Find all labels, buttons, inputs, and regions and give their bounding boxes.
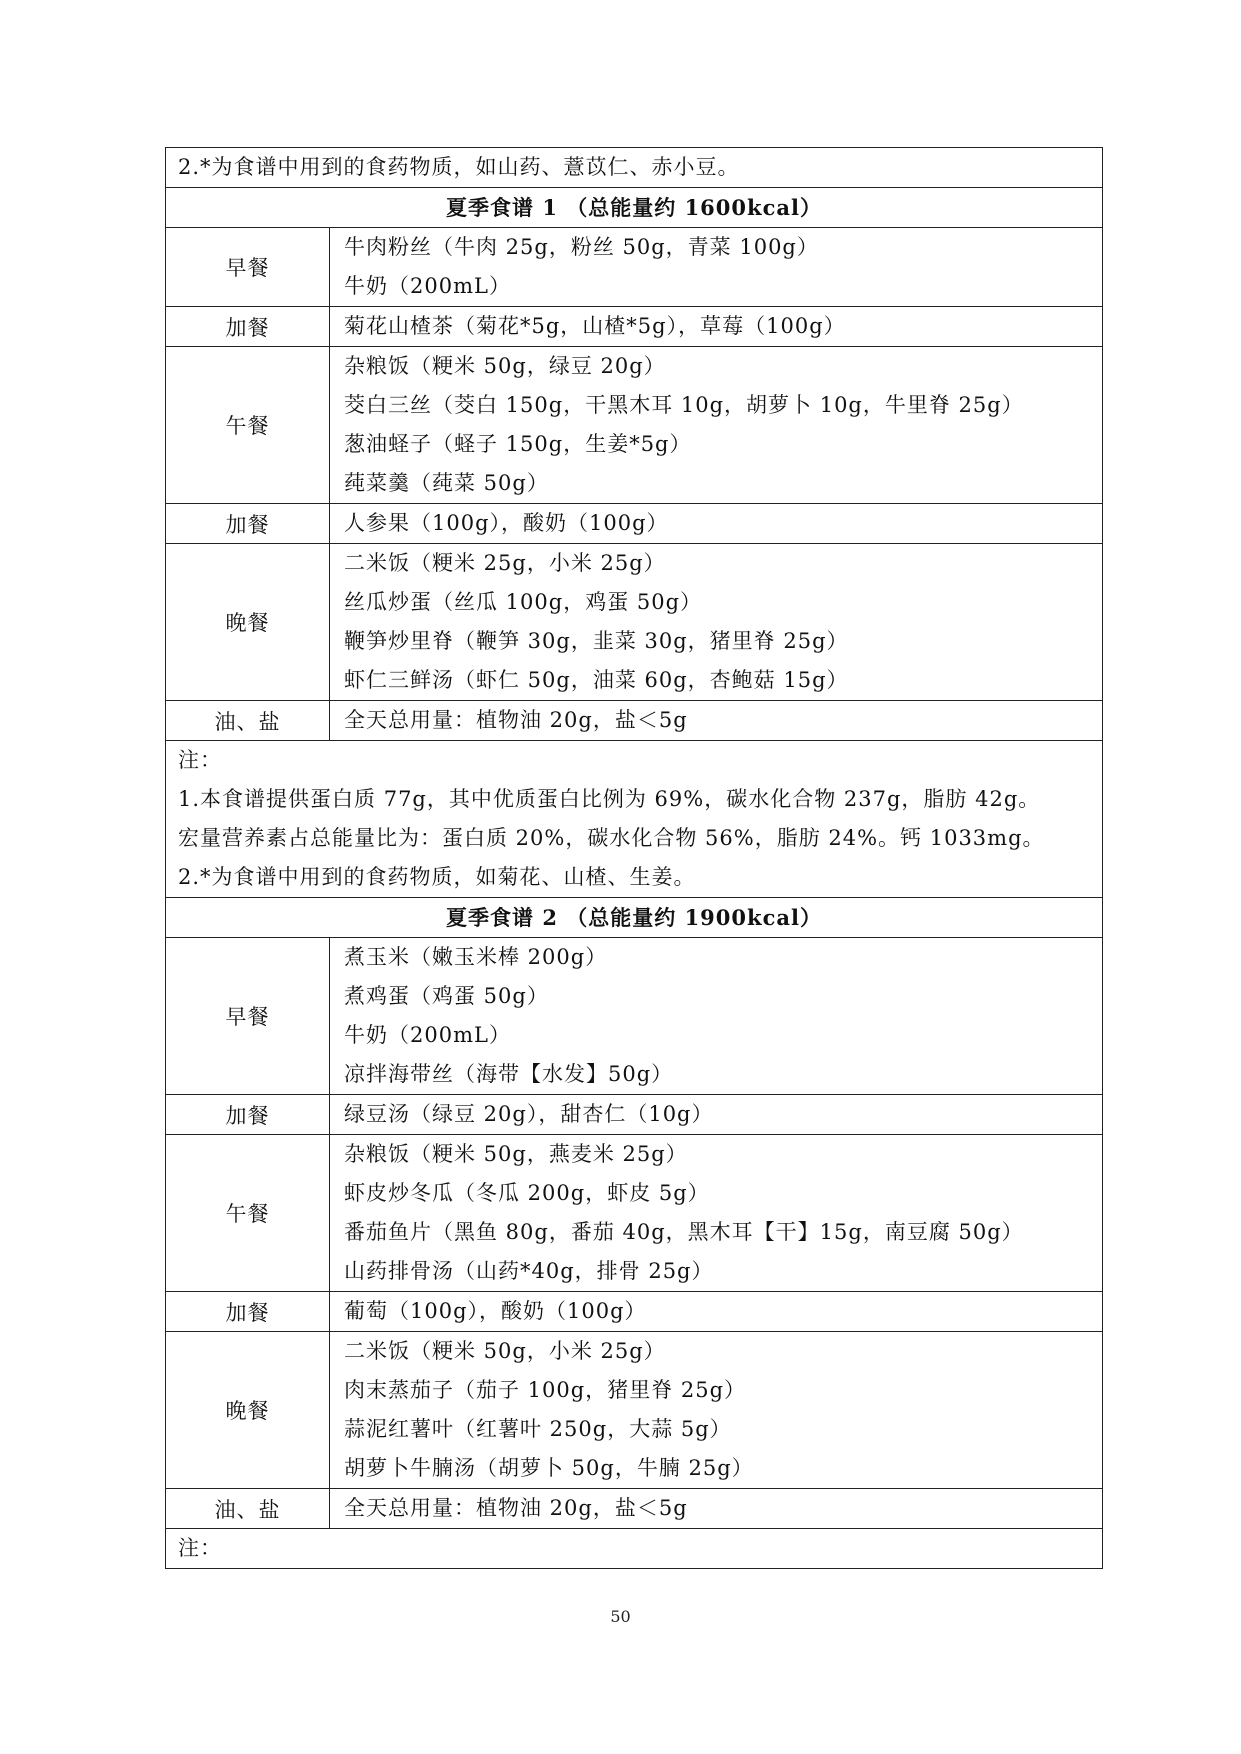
meal-item: 肉末蒸茄子（茄子 100g，猪里脊 25g） (344, 1378, 747, 1402)
meal-item: 二米饭（粳米 50g，小米 25g） (344, 1339, 666, 1363)
meal-items (330, 701, 1103, 741)
meal-label: 早餐 (166, 228, 330, 307)
meal-item: 牛奶（200mL） (344, 1023, 511, 1047)
menu1-snack1-row (166, 307, 1103, 347)
meal-label: 早餐 (166, 938, 330, 1095)
menu2-notes (166, 1529, 1103, 1569)
menu1-dinner-row (166, 544, 1103, 701)
meal-item: 葱油蛏子（蛏子 150g，生姜*5g） (344, 432, 692, 456)
meal-item: 胡萝卜牛腩汤（胡萝卜 50g，牛腩 25g） (344, 1456, 754, 1480)
meal-item: 番茄鱼片（黑鱼 80g，番茄 40g，黑木耳【干】15g，南豆腐 50g） (344, 1220, 1024, 1244)
menu2-title: 夏季食谱 2 （总能量约 1900kcal） (166, 898, 1103, 938)
note-line: 1.本食谱提供蛋白质 77g，其中优质蛋白比例为 69%，碳水化合物 237g，脂肪 42g。 (178, 787, 1041, 811)
meal-item: 全天总用量：植物油 20g，盐＜5g (344, 708, 688, 732)
meal-items (330, 544, 1103, 701)
meal-label: 加餐 (166, 1292, 330, 1332)
note-line: 注： (178, 748, 222, 772)
menu1-breakfast-row (166, 228, 1103, 307)
meal-item: 牛奶（200mL） (344, 274, 511, 298)
menu2-breakfast-row (166, 938, 1103, 1095)
meal-item: 绿豆汤（绿豆 20g），甜杏仁（10g） (344, 1102, 714, 1126)
meal-label: 午餐 (166, 347, 330, 504)
top-note-cell (166, 148, 1103, 188)
top-note-row (166, 148, 1103, 188)
menu2-dinner-row (166, 1332, 1103, 1489)
menu1-notes-row (166, 741, 1103, 898)
menu2-snack1-row (166, 1095, 1103, 1135)
menu2-oil_salt-row (166, 1489, 1103, 1529)
meal-label: 晚餐 (166, 544, 330, 701)
menu2-snack2-row (166, 1292, 1103, 1332)
meal-item: 山药排骨汤（山药*40g，排骨 25g） (344, 1259, 714, 1283)
menu1-snack2-row (166, 504, 1103, 544)
meal-items (330, 1489, 1103, 1529)
top-note: 2.*为食谱中用到的食药物质，如山药、薏苡仁、赤小豆。 (178, 155, 740, 179)
meal-item: 人参果（100g），酸奶（100g） (344, 511, 669, 535)
menu2-notes-row (166, 1529, 1103, 1569)
menu-table (165, 147, 1103, 1569)
meal-item: 茭白三丝（茭白 150g，干黑木耳 10g，胡萝卜 10g，牛里脊 25g） (344, 393, 1024, 417)
meal-item: 虾仁三鲜汤（虾仁 50g，油菜 60g，杏鲍菇 15g） (344, 668, 849, 692)
meal-item: 虾皮炒冬瓜（冬瓜 200g，虾皮 5g） (344, 1181, 710, 1205)
menu1-notes (166, 741, 1103, 898)
meal-items (330, 228, 1103, 307)
meal-items (330, 347, 1103, 504)
meal-label: 加餐 (166, 1095, 330, 1135)
meal-label: 油、盐 (166, 1489, 330, 1529)
meal-label: 午餐 (166, 1135, 330, 1292)
meal-label: 晚餐 (166, 1332, 330, 1489)
meal-items (330, 938, 1103, 1095)
meal-items (330, 1292, 1103, 1332)
meal-item: 葡萄（100g），酸奶（100g） (344, 1299, 647, 1323)
meal-items (330, 504, 1103, 544)
meal-item: 丝瓜炒蛋（丝瓜 100g，鸡蛋 50g） (344, 590, 703, 614)
meal-item: 煮玉米（嫩玉米棒 200g） (344, 945, 608, 969)
meal-item: 牛肉粉丝（牛肉 25g，粉丝 50g，青菜 100g） (344, 235, 819, 259)
meal-item: 煮鸡蛋（鸡蛋 50g） (344, 984, 549, 1008)
meal-label: 加餐 (166, 504, 330, 544)
menu1-lunch-row (166, 347, 1103, 504)
meal-items (330, 1095, 1103, 1135)
meal-items (330, 307, 1103, 347)
note-line: 注： (178, 1536, 222, 1560)
meal-item: 蒜泥红薯叶（红薯叶 250g，大蒜 5g） (344, 1417, 732, 1441)
meal-label: 油、盐 (166, 701, 330, 741)
meal-item: 莼菜羹（莼菜 50g） (344, 471, 549, 495)
meal-item: 凉拌海带丝（海带【水发】50g） (344, 1062, 674, 1086)
meal-item: 杂粮饭（粳米 50g，燕麦米 25g） (344, 1142, 688, 1166)
meal-items (330, 1135, 1103, 1292)
meal-item: 全天总用量：植物油 20g，盐＜5g (344, 1496, 688, 1520)
menu1-title: 夏季食谱 1 （总能量约 1600kcal） (166, 188, 1103, 228)
page-number: 50 (610, 1607, 631, 1626)
meal-item: 鞭笋炒里脊（鞭笋 30g，韭菜 30g，猪里脊 25g） (344, 629, 849, 653)
menu2-title-row (166, 898, 1103, 938)
menu1-title-row (166, 188, 1103, 228)
meal-item: 二米饭（粳米 25g，小米 25g） (344, 551, 666, 575)
menu2-lunch-row (166, 1135, 1103, 1292)
note-line: 2.*为食谱中用到的食药物质，如菊花、山楂、生姜。 (178, 865, 696, 889)
meal-items (330, 1332, 1103, 1489)
note-line: 宏量营养素占总能量比为：蛋白质 20%，碳水化合物 56%，脂肪 24%。钙 1033mg。 (178, 826, 1045, 850)
meal-item: 菊花山楂茶（菊花*5g，山楂*5g），草莓（100g） (344, 314, 846, 338)
meal-label: 加餐 (166, 307, 330, 347)
menu1-oil_salt-row (166, 701, 1103, 741)
meal-item: 杂粮饭（粳米 50g，绿豆 20g） (344, 354, 666, 378)
